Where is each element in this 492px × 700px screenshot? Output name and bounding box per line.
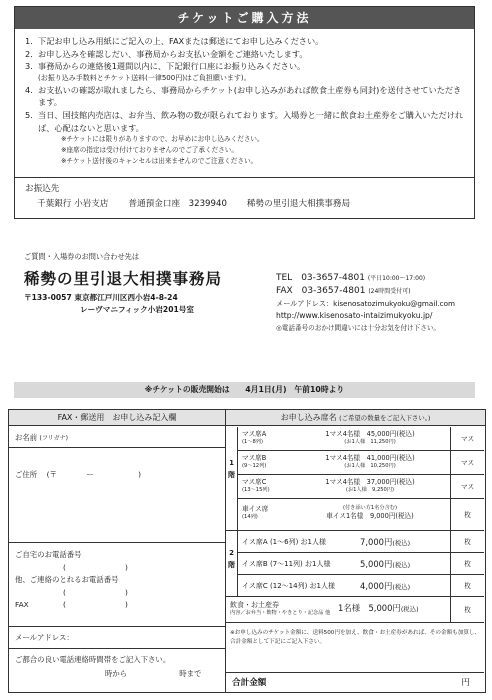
note-item: ※座席の指定は受け付けておりませんのでご了承ください。 — [61, 146, 238, 155]
quantity-input[interactable]: マス — [450, 475, 484, 498]
phone-note: ◎電話番号のおかけ間違いには十分お気を付け下さい。 — [276, 324, 441, 332]
seat-row-wheelchair: 車イス席 (14列) (付き添い方1名分含む) 車イス1名様 9,000円(税込) 枚 — [238, 499, 484, 531]
other-phone-input[interactable]: ( ) — [63, 587, 128, 597]
quantity-input[interactable]: マス — [450, 451, 484, 474]
applicant-column — [9, 410, 226, 692]
email-line: メールアドレス：kisenosatozimukyoku@gmail.com — [276, 299, 455, 308]
total-amount-field[interactable]: 合計金額 円 — [226, 672, 484, 692]
phone-fields — [9, 543, 225, 627]
step-item: 4. お支払いの確認が取れましたら、事務局からチケット(お申し込みがあれば飲食土産券も同封)を送付させていただきます。 — [25, 84, 462, 108]
bank-transfer-label: お振込先 — [25, 184, 60, 195]
step-item: 3. 事務局からの連絡後1週間以内に、下記銀行口座にお振り込みください。 — [25, 61, 306, 72]
quantity-input[interactable]: 枚 — [450, 575, 484, 596]
purchase-method-box — [14, 6, 475, 219]
email-address[interactable]: kisenosatozimukyoku@gmail.com — [333, 299, 455, 308]
seat-row-masu-b: マス席B (9～12列) 1マス4名様 41,000円(税込) (お1人様 10,250円) マス — [238, 451, 484, 475]
contact-time-field[interactable]: ご都合の良い電話連絡時間帯をご記入下さい。 時から 時まで — [15, 655, 202, 678]
home-phone-input[interactable]: ( ) — [63, 562, 128, 572]
seat-column-title: お申し込み席名 (ご希望の数量をご記入下さい。) — [226, 410, 485, 426]
floor-2-label: 2階 — [226, 531, 238, 597]
name-field[interactable]: お名前 (フリガナ) — [9, 427, 225, 448]
contact-left — [24, 252, 222, 316]
tel-line: TEL 03-3657-4801 (平日10:00～17:00) — [276, 273, 426, 283]
note-item: ※チケット送付後のキャンセルは出来ませんのでご注意ください。 — [61, 157, 258, 166]
step-item: 5. 当日、国技館内売店は、お弁当、飲み物の数が限られております。入場券と一緒に飲食お土産券をご購入いただければ、心配はないと思います。 — [25, 109, 464, 133]
notes — [25, 134, 466, 167]
sale-start-banner: ※チケットの販売開始は 4月1日(月) 午前10時より — [14, 382, 475, 398]
order-form — [8, 409, 486, 693]
fax-line: FAX 03-3657-4801 (24時間受付可) — [276, 286, 411, 296]
bank-transfer-info — [15, 177, 474, 218]
purchase-steps — [15, 29, 474, 171]
seat-column — [226, 410, 485, 692]
quantity-input[interactable]: 枚 — [450, 531, 484, 552]
step-item: 1. 下記お申し込み用紙にご記入の上、FAXまたは郵送にてお申し込みください。 — [25, 36, 324, 46]
seat-row-food-ticket: 飲食・お土産券 内容／お弁当・飲物・やきとり・記念品 他 1名様 5,000円(税込) 枚 — [226, 597, 484, 623]
bank-name: 千葉銀行 小岩支店 — [37, 199, 109, 210]
home-phone-label: ご自宅のお電話番号 — [15, 550, 82, 559]
seat-row-masu-a: マス席A (1～8列) 1マス4名様 45,000円(税込) (お1人様 11,250円) マス — [238, 427, 484, 451]
quantity-input[interactable]: マス — [450, 427, 484, 450]
bank-transfer-row — [25, 196, 464, 212]
email-field[interactable]: メールアドレス： — [9, 627, 225, 649]
fee-note: ※お申し込みのチケット金額に、送料500円を加え、飲食・お土産券があれば、その金額も加算し、合計金額として下記にご記入下さい。 — [230, 630, 481, 645]
seat-row-masu-c: マス席C (13～15列) 1マス4名様 37,000円(税込) (お1人様 9,250円) マス — [238, 475, 484, 499]
website-url[interactable]: http://www.kisenosato-intaizimukyoku.jp/ — [276, 311, 433, 320]
purchase-method-title: チケットご購入方法 — [15, 7, 474, 29]
office-name: 稀勢の里引退大相撲事務局 — [24, 270, 223, 288]
seat-row-chair-b: イス席B (7～11列) お1人様 5,000円(税込) 枚 — [238, 553, 484, 575]
floor-1-label: 1階 — [226, 427, 238, 531]
fax-input: FAX ( ) — [15, 600, 128, 609]
note-item: ※チケットには限りがありますので、お早めにお申し込みください。 — [61, 135, 264, 144]
contact-intro: ご質問・入場券のお問い合わせ先は — [24, 252, 140, 261]
quantity-input[interactable]: 枚 — [450, 553, 484, 574]
other-phone-label: 他、ご連絡のとれるお電話番号 — [15, 575, 119, 584]
account-number: 普通預金口座 3239940 — [128, 199, 227, 210]
step-item: 2. お申し込みを確認しだい、事務局からお支払い金額をご連絡いたします。 — [25, 48, 308, 59]
seat-row-chair-c: イス席C (12～14列) お1人様 4,000円(税込) 枚 — [238, 575, 484, 597]
applicant-column-title: FAX・郵送用 お申し込み記入欄 — [9, 410, 225, 426]
quantity-input[interactable]: 枚 — [450, 597, 484, 622]
step3-subnote: (お振り込み手数料とチケット送料(一律500円)はご負担願います)。 — [38, 73, 251, 82]
account-holder: 稀勢の里引退大相撲事務局 — [246, 199, 351, 210]
seat-row-chair-a: イス席A (1～6列) お1人様 7,000円(税込) 枚 — [238, 531, 484, 553]
quantity-input[interactable]: 枚 — [450, 499, 484, 530]
address-field[interactable]: ご住所 (〒 ー ) — [9, 448, 225, 543]
postal-address: 〒133-0057 東京都江戸川区西小岩4-8-24 レーヴマニフィック小岩201号室 — [24, 293, 194, 314]
contact-right — [276, 272, 486, 334]
